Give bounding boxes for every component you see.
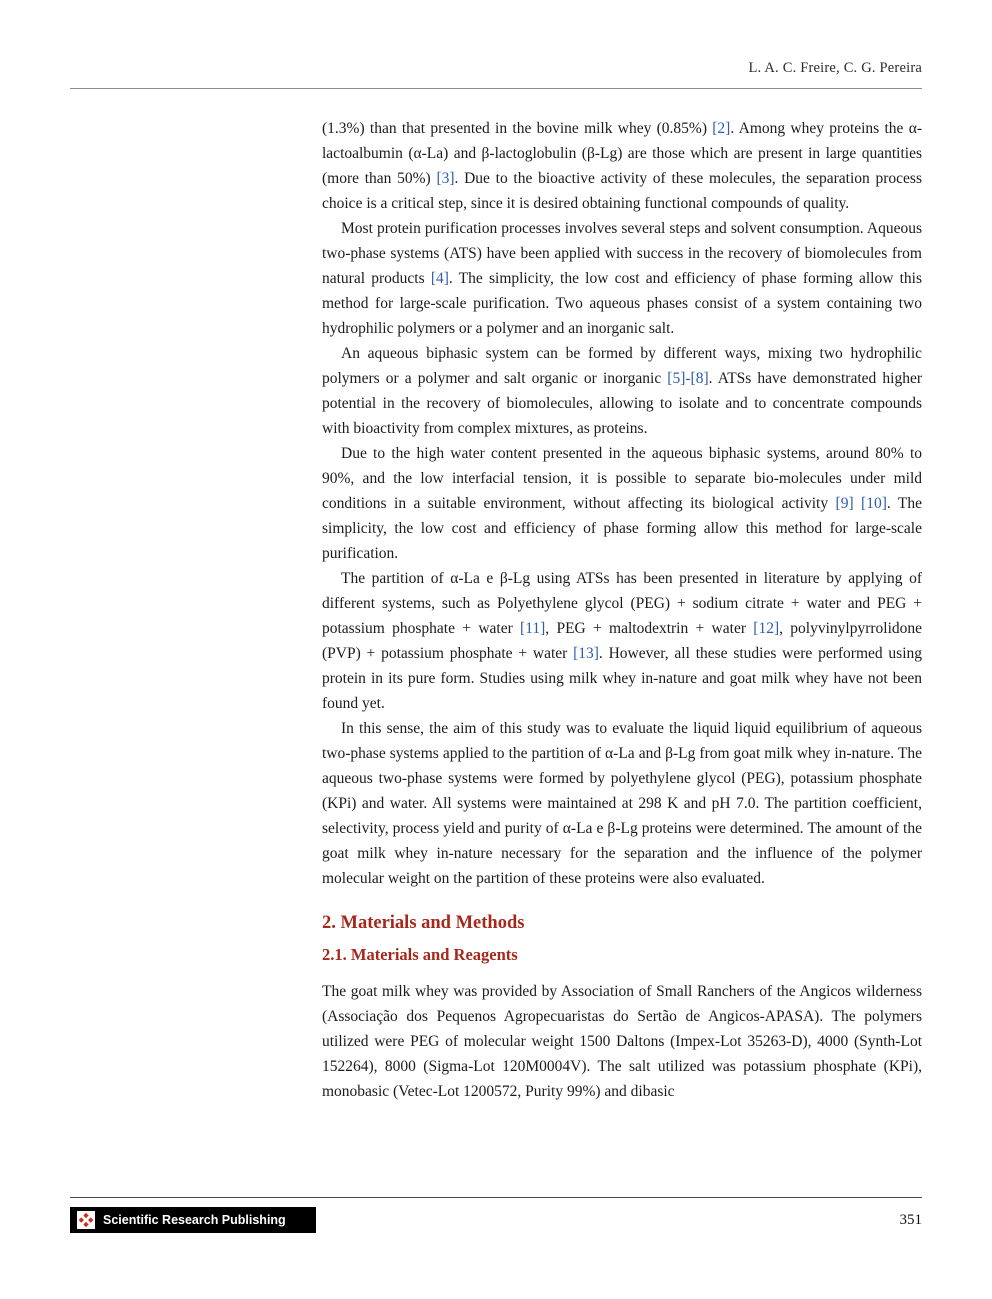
citation-link[interactable]: [9] (835, 495, 854, 512)
article-body (322, 116, 922, 1104)
paragraph: The goat milk whey was provided by Association of Small Ranchers of the Angicos wilderness (Associação dos Pequenos Agropecuaristas do Sertão de Angicos-APASA). The polymers utilized were PEG of molecular weight 1500 Daltons (Impex-Lot 35263-D), 4000 (Synth-Lot 152264), 8000 (Sigma-Lot 120M0004V). The salt utilized was potassium phosphate (KPi), monobasic (Vetec-Lot 1200572, Purity 99%) and dibasic (322, 983, 922, 1100)
publisher-name: Scientific Research Publishing (103, 1213, 286, 1227)
citation-link[interactable]: [12] (753, 620, 780, 637)
page-number: 351 (899, 1211, 922, 1228)
citation-link[interactable]: [10] (861, 495, 887, 512)
citation-link[interactable]: [4] (430, 270, 449, 287)
publisher-bar (70, 1207, 316, 1233)
paragraph: The partition of α-La e β-Lg using ATSs has been presented in literature by applying of different systems, such as Polyethylene glycol (PEG) + sodium citrate + water and PEG + potassium phosphate + water [11], PEG + maltodextrin + water [12], polyvinylpyrrolidone (PVP) + potassium phosphate + water [13]. However, all these studies were performed using protein in its pure form. Studies using milk whey in-nature and goat milk whey have not been found yet. (322, 570, 923, 712)
citation-link[interactable]: [3] (436, 170, 455, 187)
paragraph: In this sense, the aim of this study was to evaluate the liquid liquid equilibrium of aqueous two-phase systems applied to the partition of α-La and β-Lg from goat milk whey in-nature. The aqueous two-phase systems were formed by polyethylene glycol (PEG), potassium phosphate (KPi) and water. All systems were maintained at 298 K and pH 7.0. The partition coefficient, selectivity, process yield and purity of α-La e β-Lg proteins were determined. The amount of the goat milk whey in-nature necessary for the separation and the influence of the polymer molecular weight on the partition of these proteins were also evaluated. (322, 720, 922, 887)
page-footer (70, 1197, 922, 1233)
citation-link[interactable]: [13] (573, 645, 599, 662)
paragraph: Most protein purification processes involves several steps and solvent consumption. Aqueous two-phase systems (ATS) have been applied with success in the recovery of biomolecules from natural products [4]. The simplicity, the low cost and efficiency of phase forming allow this method for large-scale purification. Two aqueous phases consist of a system containing two hydrophilic polymers or a polymer and an inorganic salt. (322, 220, 922, 337)
paragraph: An aqueous biphasic system can be formed by different ways, mixing two hydrophilic polymers or a polymer and salt organic or inorganic [5]-[8]. ATSs have demonstrated higher potential in the recovery of biomolecules, allowing to isolate and to concentrate compounds with bioactivity from complex mixtures, as proteins. (322, 345, 922, 437)
scirp-logo-icon (77, 1211, 95, 1229)
running-head-authors: L. A. C. Freire, C. G. Pereira (70, 0, 922, 89)
citation-link[interactable]: [11] (520, 620, 546, 637)
paragraph: (1.3%) than that presented in the bovine milk whey (0.85%) [2]. Among whey proteins the α-lactoalbumin (α-La) and β-lactoglobulin (β-Lg) are those which are present in large quantities (more than 50%) [3]. Due to the bioactive activity of these molecules, the separation process choice is a critical step, since it is desired obtaining functional compounds of quality. (322, 120, 922, 212)
citation-link[interactable]: [5]-[8] (667, 370, 709, 387)
citation-link[interactable]: [2] (712, 120, 731, 137)
section-heading: 2. Materials and Methods (322, 913, 525, 933)
paragraph: Due to the high water content presented in the aqueous biphasic systems, around 80% to 90%, and the low interfacial tension, it is possible to separate bio-molecules under mild conditions in a suitable environment, without affecting its biological activity [9] [10]. The simplicity, the low cost and efficiency of phase forming allow this method for large-scale purification. (322, 445, 922, 562)
subsection-heading: 2.1. Materials and Reagents (322, 945, 518, 964)
